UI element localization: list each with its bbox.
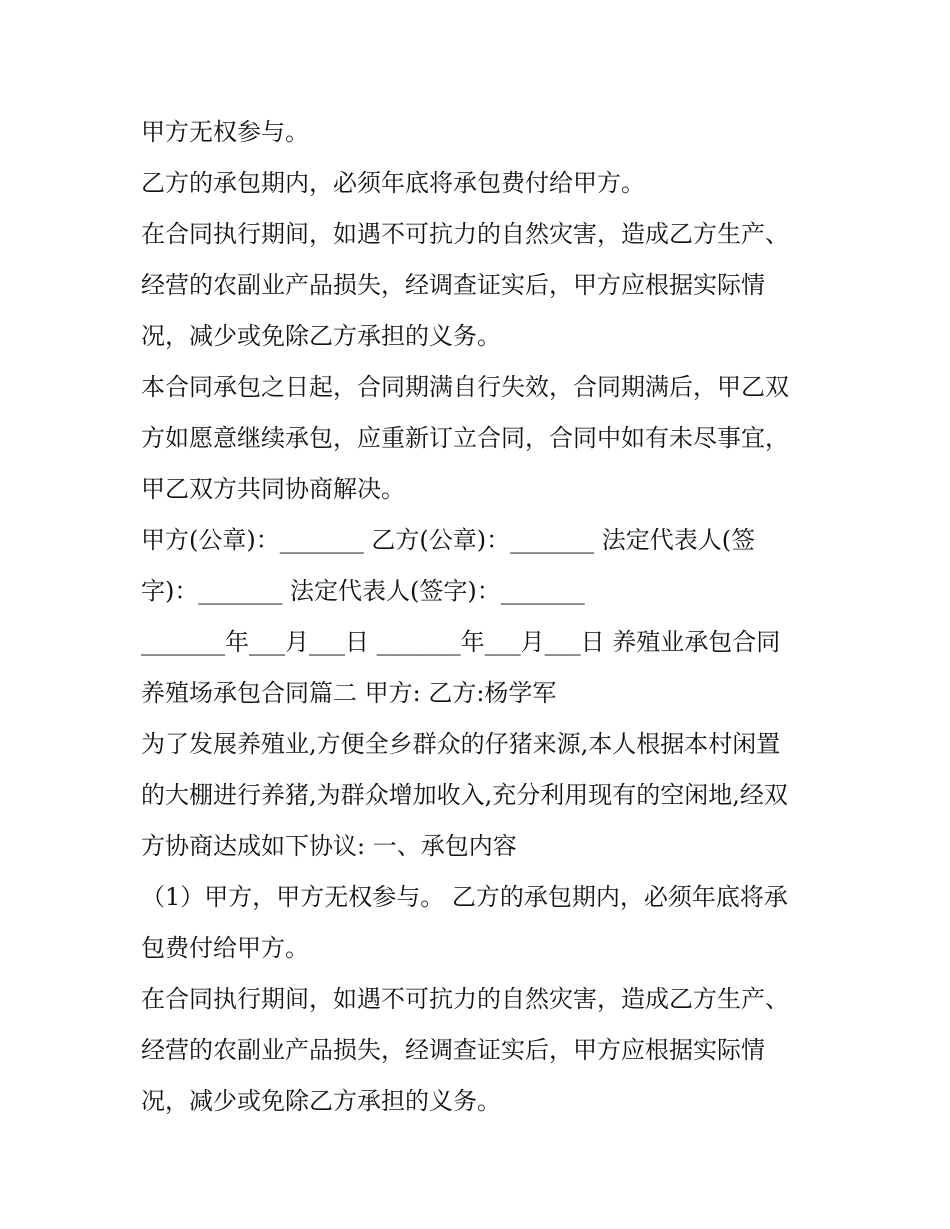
text-line: 经营的农副业产品损失，经调查证实后，甲方应根据实际情 bbox=[141, 1036, 765, 1064]
text-line: 本合同承包之日起，合同期满自行失效，合同期满后，甲乙双 bbox=[141, 373, 789, 401]
text-line: 甲方无权参与。 bbox=[141, 118, 309, 146]
signature-line: 甲方(公章)：_______ 乙方(公章)：_______ 法定代表人(签 bbox=[141, 526, 756, 554]
text-line: 包费付给甲方。 bbox=[141, 934, 309, 962]
text-line: 乙方的承包期内，必须年底将承包费付给甲方。 bbox=[141, 169, 645, 197]
text-line: 的大棚进行养猪,为群众增加收入,充分利用现有的空闲地,经双 bbox=[141, 781, 788, 809]
text-line: 况，减少或免除乙方承担的义务。 bbox=[141, 1087, 501, 1115]
date-line: _______年___月___日 _______年___月___日 养殖业承包合同 bbox=[141, 628, 781, 656]
text-line: 方协商达成如下协议: 一、承包内容 bbox=[141, 832, 517, 860]
document-body bbox=[141, 107, 831, 1127]
text-line: 甲乙双方共同协商解决。 bbox=[141, 475, 405, 503]
text-line: 经营的农副业产品损失，经调查证实后，甲方应根据实际情 bbox=[141, 271, 765, 299]
signature-line: 字)：_______ 法定代表人(签字)：_______ bbox=[141, 577, 585, 605]
text-line: 在合同执行期间，如遇不可抗力的自然灾害，造成乙方生产、 bbox=[141, 220, 789, 248]
section-heading: 养殖场承包合同篇二 甲方: 乙方:杨学军 bbox=[141, 679, 557, 707]
text-line: 况，减少或免除乙方承担的义务。 bbox=[141, 322, 501, 350]
text-line: 在合同执行期间，如遇不可抗力的自然灾害，造成乙方生产、 bbox=[141, 985, 789, 1013]
text-line: 为了发展养殖业,方便全乡群众的仔猪来源,本人根据本村闲置 bbox=[141, 730, 781, 758]
text-line: （1）甲方，甲方无权参与。 乙方的承包期内，必须年底将承 bbox=[141, 883, 788, 911]
text-line: 方如愿意继续承包，应重新订立合同，合同中如有未尽事宜， bbox=[141, 424, 789, 452]
